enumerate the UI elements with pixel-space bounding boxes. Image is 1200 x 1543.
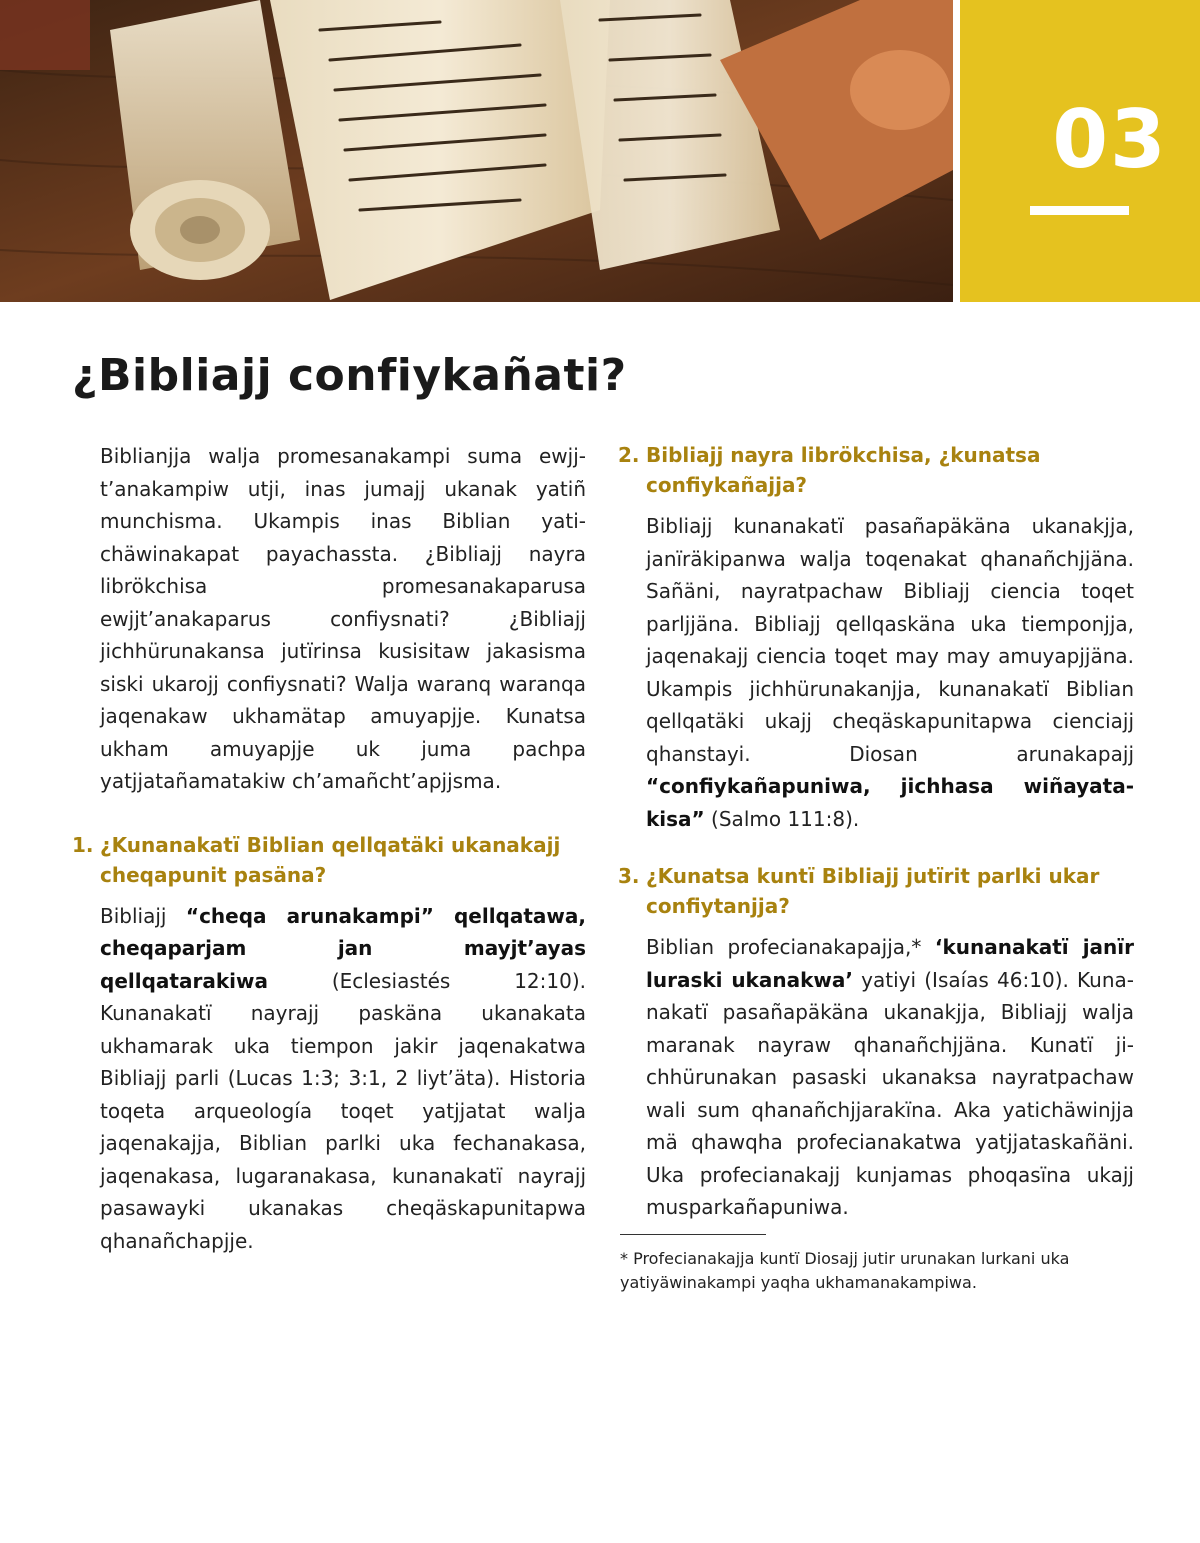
answer-1-text-a: Bibliajj [100, 903, 186, 928]
question-3-number: 3. [618, 864, 640, 888]
right-column [618, 440, 1135, 1295]
question-2-number: 2. [618, 443, 640, 467]
answer-2-paragraph [646, 510, 1134, 835]
question-1-number: 1. [72, 832, 94, 857]
intro-paragraph: Biblianjja walja promesanakampi suma ewjjt’anakampiw utji, inas jumajj ukanak yatiñ munchisma. Ukampis inas Biblian yatichäwinakapat payachassta. ¿Bibliajj nayra librökchisa promesanakaparusa ewjjt’anakaparus confiysnati? ¿Bibliajj jichhürunakansa jutïrinsa kusisitaw jakasisma siski ukarojj confiysnati? Walja waranq waranqa jaqenakaw ukhamätap amuyapjje. Kunatsa ukham amuyapjje uk juma pachpa yatjjatañamatakiw ch’amañcht’apjjsma. [100, 444, 586, 793]
footnote-divider [620, 1234, 766, 1235]
answer-3-text-a: Biblian profecianakapajja,* [646, 935, 935, 959]
question-3-text: ¿Kunatsa kuntï Bibliajj jutïrit parlki ukar confiytanjja? [646, 864, 1100, 918]
answer-1-text-b: (Eclesiastés 12:10). Kunanakatï nayrajj paskäna ukanakata ukhamarak uka tiempon jakir jaqenakatwa Bibliajj parli (Lucas 1:3; 3:1, 2 liyt’äta). Historia toqeta arqueología toqet yatjjatat walja jaqenakajja, Biblian parlki uka fechanakasa, jaqenakasa, lugaranakasa, kunanakatï nayrajj pasawayki ukanakas cheqäskapunitapwa qhanañchapjje. [100, 968, 586, 1253]
answer-3-paragraph [646, 931, 1134, 1224]
answer-3-quote: ‘kunanakatï janïr luraski ukanakwa’ [646, 935, 1135, 992]
page-title: ¿Bibliajj confiykañati? [72, 350, 627, 401]
answer-2-quote: “confiykañapuniwa, jichhasa wiñayatakisa” [646, 774, 1134, 831]
question-2 [618, 440, 1134, 500]
answer-3-text-b: yatiyi (Isaías 46:10). Kunanakatï pasañapäkäna ukanakjja, Bibliajj walja maranak nayraw qhanañchjjäna. Kunatï jichhürunakan pasaski ukanaksa nayratpachaw wali sum qhanañchjjarakïna. Aka yatichäwinjja mä qhawqha profecianakatwa yatjjataskañäni. Uka profecianakajj kunjamas phoqasïna ukajj musparkañapuniwa. [646, 967, 1134, 1219]
question-2-text: Bibliajj nayra librökchisa, ¿kunatsa confiykañajja? [646, 443, 1041, 497]
left-column [72, 440, 586, 1257]
question-3 [618, 861, 1134, 921]
header-photo [0, 0, 953, 302]
scroll-illustration [0, 0, 953, 302]
question-1-text: ¿Kunanakatï Biblian qellqatäki ukanakajj cheqapunit pasäna? [100, 832, 561, 887]
answer-1-quote: “cheqa arunakampi” qellqatawa, cheqaparjam jan mayjt’ayas qellqatarakiwa [100, 903, 586, 993]
lesson-number: 03 [1052, 93, 1168, 186]
answer-1-paragraph [100, 900, 586, 1258]
lesson-number-underline [1030, 206, 1129, 215]
footnote: * Profecianakajja kuntï Diosajj jutir urunakan lurkani uka yatiyäwinakampi yaqha ukhamanakampiwa. [620, 1248, 1070, 1292]
answer-2-text-a: Bibliajj kunanakatï pasañapäkäna ukanakjja, janïräkipanwa walja toqenakat qhanañchjjäna. Sañäni, nayratpachaw Bibliajj ciencia toqet parljjäna. Bibliajj qellqaskäna uka tiemponjja, jaqenakajj ciencia toqet may may amuyapjjäna. Ukampis jichhürunakanjja, kunanakatï Biblian qellqatäki ukajj cheqäskapunitapwa cienciajj qhanstayi. Diosan arunakapajj [646, 514, 1134, 766]
answer-2-text-b: (Salmo 111:8). [704, 806, 860, 831]
question-1 [72, 830, 586, 890]
